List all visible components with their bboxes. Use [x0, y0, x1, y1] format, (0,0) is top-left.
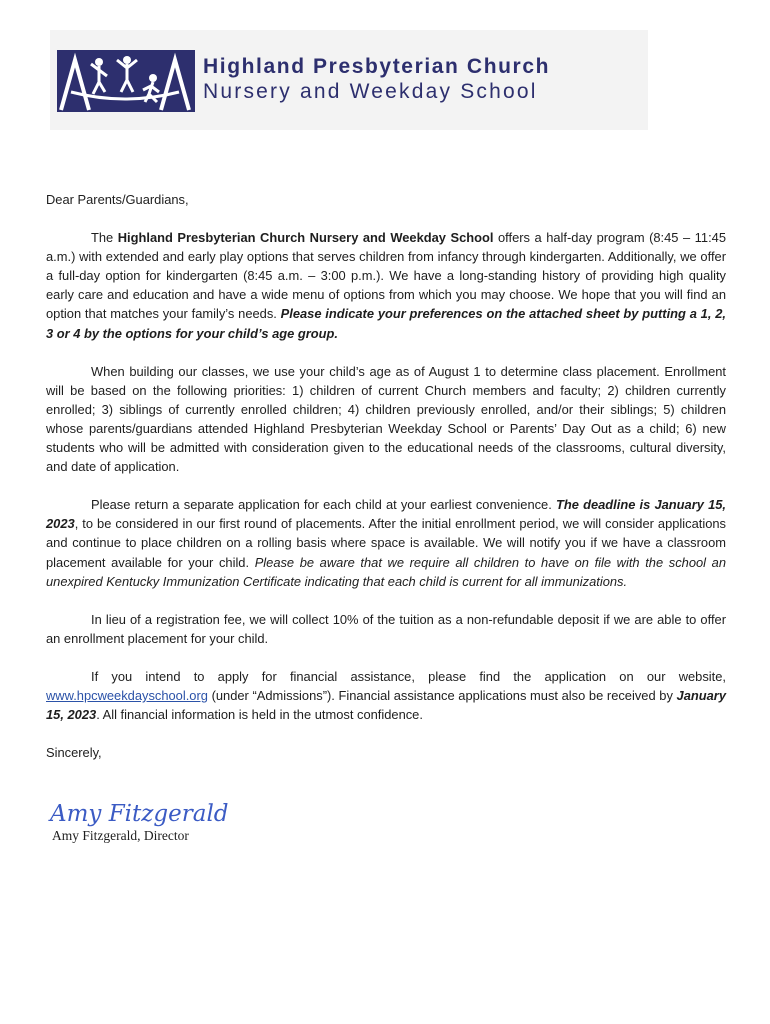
p3-deadline: The deadline is January 15, 2023 [46, 497, 726, 532]
p1-instructions: Please indicate your preferences on the attached sheet by putting a 1, 2, 3 or 4 by the options for your child’s age group. [46, 306, 726, 341]
paragraph-deposit: In lieu of a registration fee, we will collect 10% of the tuition as a non-refundable deposit if we are able to offer an enrollment placement for your child. [46, 611, 726, 646]
letterhead [50, 30, 648, 130]
letter-body [46, 190, 726, 776]
website-link[interactable]: www.hpcweekdayschool.org [46, 687, 208, 703]
p3-text-1: Please return a separate application for each child at your earliest convenience. [91, 497, 556, 513]
handwritten-signature [48, 795, 248, 831]
p5-text-3: . All financial information is held in the utmost confidence. [96, 707, 423, 723]
signer-name-title: Amy Fitzgerald, Director [52, 828, 189, 843]
p5-text-2: (under “Admissions”). Financial assistance applications must also be received by [207, 687, 677, 703]
p1-text-2: offers a half-day program (8:45 – 11:45 a.m.) with extended and early play options that serves children from infancy through kindergarten. Additionally, we offer a full-day option for kindergarten (8:45 a.m. – 3:00 p.m.). We have a long-standing history of providing high quality early care and education and have a wide menu of options from which you may choose. We hope that you will find an option that matches your family’s needs. [46, 230, 726, 322]
signature-script-text: Amy Fitzgerald [50, 801, 229, 827]
paragraph-enrollment-priorities: When building our classes, we use your child’s age as of August 1 to determine class placement. Enrollment will be based on the following priorities: 1) children of current Church members and faculty; 2) children currently enrolled; 3) siblings of currently enrolled children; 4) children previously enrolled, and/or their siblings; 5) children whose parents/guardians attended Highland Presbyterian Weekday School or Parents’ Day Out as a child; 6) new students who will be admitted with consideration given to the educational needs of the classrooms, cultural diversity, and date of application. [46, 363, 726, 475]
paragraph-program-overview [46, 228, 726, 343]
p3-immunization-note: Please be aware that we require all children to have on file with the school an unexpired Kentucky Immunization Certificate indicating that each child is current for all immunizations. [46, 554, 726, 589]
p1-text-1: The [91, 230, 118, 246]
children-playing-logo-icon [57, 50, 195, 112]
p5-deadline: January 15, 2023 [46, 687, 726, 723]
closing: Sincerely, [46, 745, 102, 761]
p5-text-1: If you intend to apply for financial assistance, please find the application on our website, [91, 668, 726, 684]
p3-text-2: , to be considered in our first round of placements. After the initial enrollment period, we will consider applications and continue to place children on a rolling basis where space is available. We will notify you if we have a classroom placement available for your child. [46, 516, 726, 570]
p1-school-name: Highland Presbyterian Church Nursery and Weekday School [117, 230, 494, 246]
paragraph-financial-assistance [46, 667, 726, 724]
organization-name [203, 54, 550, 104]
paragraph-application-deadline [46, 495, 726, 590]
organization-name-line2: Nursery and Weekday School [203, 80, 538, 103]
organization-name-line1: Highland Presbyterian Church [203, 55, 551, 78]
salutation: Dear Parents/Guardians, [46, 192, 189, 207]
